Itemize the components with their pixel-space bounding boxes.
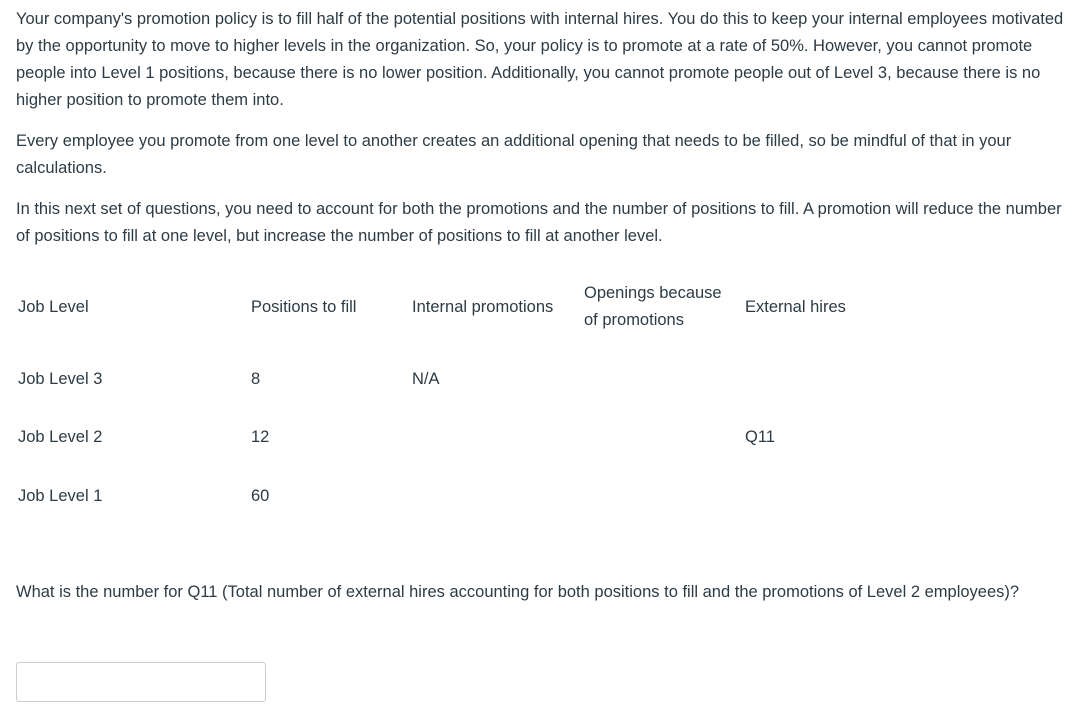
policy-paragraph: Your company's promotion policy is to fill half of the potential positions with internal hires. You do this to keep your internal employees motivated by the opportunity to move to higher levels in the organization. So, your policy is to promote at a rate of 50%. However, you cannot promote people into Level 1 positions, because there is no lower position. Additionally, you cannot promote people out of Level 3, because there is no higher position to promote them into. <box>16 10 1064 109</box>
row-internal <box>412 422 584 452</box>
header-external-hires: External hires <box>745 297 846 316</box>
row-internal: N/A <box>412 369 440 388</box>
instructions-paragraph: In this next set of questions, you need to account for both the promotions and the number of positions to fill. A promotion will reduce the number of positions to fill at one level, but increase the number of positions to fill at another level. <box>16 200 1062 245</box>
row-positions: 8 <box>251 369 261 388</box>
row-positions: 12 <box>251 427 270 446</box>
table-header-row <box>16 278 885 336</box>
header-openings-line2: of promotions <box>584 311 684 329</box>
row-external <box>745 336 885 422</box>
row-internal <box>412 452 584 540</box>
row-job-level: Job Level 3 <box>18 369 103 388</box>
header-openings-line1: Openings because <box>584 284 722 302</box>
header-job-level: Job Level <box>18 297 89 316</box>
question-intro <box>16 6 1074 263</box>
promotion-note-paragraph: Every employee you promote from one level to another creates an additional opening that needs to be filled, so be mindful of that in your calculations. <box>16 132 1012 177</box>
table-row <box>16 422 885 452</box>
table-row <box>16 336 885 422</box>
row-positions: 60 <box>251 486 270 505</box>
answer-input[interactable] <box>16 662 266 702</box>
table-row <box>16 452 885 540</box>
question-text: What is the number for Q11 (Total number of external hires accounting for both positions to fill and the promotions of Level 2 employees)? <box>16 583 1020 601</box>
header-positions-to-fill: Positions to fill <box>251 297 357 316</box>
row-openings <box>584 336 745 422</box>
row-openings <box>584 452 745 540</box>
row-openings <box>584 422 745 452</box>
row-job-level: Job Level 1 <box>18 486 103 505</box>
header-openings-because-of-promotions <box>584 278 745 336</box>
job-level-table <box>16 278 885 540</box>
header-internal-promotions: Internal promotions <box>412 297 554 316</box>
row-external: Q11 <box>745 427 775 446</box>
row-job-level: Job Level 2 <box>18 427 103 446</box>
row-external <box>745 452 885 540</box>
